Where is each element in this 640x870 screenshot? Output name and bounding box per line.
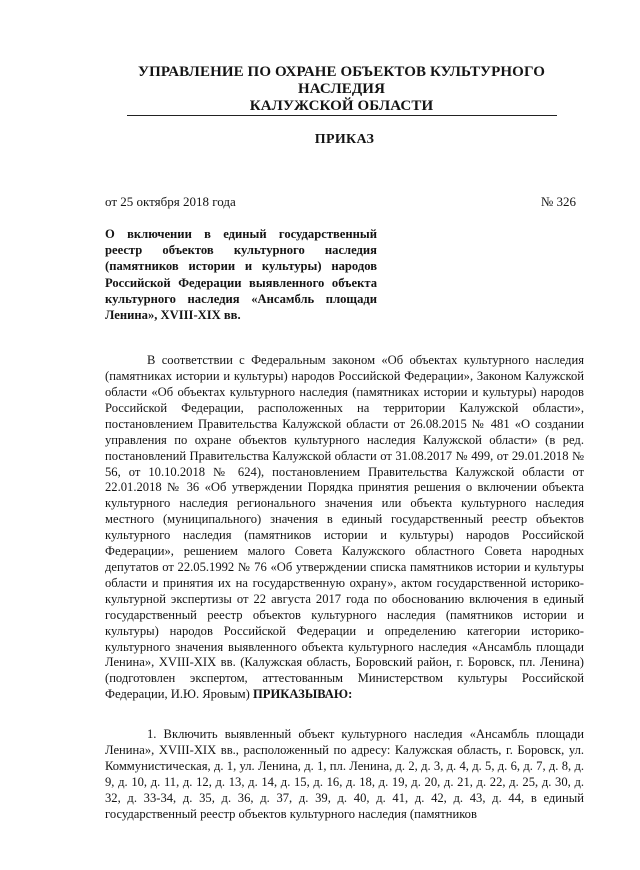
organization-name-line2: КАЛУЖСКОЙ ОБЛАСТИ: [127, 98, 557, 116]
preamble-paragraph: [105, 353, 584, 703]
document-number: № 326: [540, 194, 576, 209]
date-number-row: [105, 194, 584, 210]
preamble-text: В соответствии с Федеральным законом «Об объектах культурного наследия (памятниках истории и культуры) народов Российской Федерации», Законом Калужской области «Об объектах культурного наследия (памятниках истории и культуры) народов Российской Федерации, расположенных на территории Калужской области», постановлением Правительства Калужской области от 26.08.2015 № 481 «О создании управления по охране объектов культурного наследия Калужской области» (в ред. постановлений Правительства Калужской области от 31.08.2017 № 499, от 29.01.2018 № 56, от 10.10.2018 № 624), постановлением Правительства Калужской области от 22.01.2018 № 36 «Об утверждении Порядка принятия решения о включении объекта культурного наследия регионального значения или объекта культурного наследия местного (муниципального) значения в единый государственный реестр объектов культурного наследия (памятников истории и культуры) народов Российской Федерации», решением малого Совета Калужского областного Совета народных депутатов от 22.05.1992 № 76 «Об утверждении списка памятников истории и культуры области и принятия их на государственную охрану», актом государственной историко-культурной экспертизы от 22 августа 2017 года по обоснованию включения в единый государственный реестр объектов культурного наследия (памятников истории и культуры) народов Российской Федерации и определению категории историко-культурного значения выявленного объекта культурного наследия «Ансамбль площади Ленина», XVIII-XIX вв. (Калужская область, Боровский район, г. Боровск, пл. Ленина) (подготовлен экспертом, аттестованным Министерством культуры Российской Федерации, И.Ю. Яровым): [105, 353, 584, 702]
document-date: от 25 октября 2018 года: [105, 194, 236, 209]
organization-name-line1: УПРАВЛЕНИЕ ПО ОХРАНЕ ОБЪЕКТОВ КУЛЬТУРНОГО НАСЛЕДИЯ: [138, 64, 545, 97]
order-item-1: 1. Включить выявленный объект культурного наследия «Ансамбль площади Ленина», XVIII-XIX вв., расположенный по адресу: Калужская область, г. Боровск, ул. Коммунистическая, д. 1, ул. Ленина, д. 1, пл. Ленина, д. 2, д. 3, д. 4, д. 5, д. 6, д. 7, д. 8, д. 9, д. 10, д. 11, д. 12, д. 13, д. 14, д. 15, д. 16, д. 18, д. 19, д. 20, д. 21, д. 22, д. 25, д. 30, д. 32, д. 33-34, д. 35, д. 36, д. 37, д. 39, д. 40, д. 41, д. 42, д. 43, д. 44, в единый государственный реестр объектов культурного наследия (памятников: [105, 727, 584, 821]
decree-word: ПРИКАЗЫВАЮ:: [252, 687, 353, 702]
document-type-title: ПРИКАЗ: [314, 132, 375, 147]
organization-header: [99, 64, 584, 116]
document-subject: О включении в единый государственный реестр объектов культурного наследия (памятников истории и культуры) народов Российской Федерации выявленного объекта культурного наследия «Ансамбль площади Ленина», XVIII-XIX вв.: [105, 227, 377, 323]
